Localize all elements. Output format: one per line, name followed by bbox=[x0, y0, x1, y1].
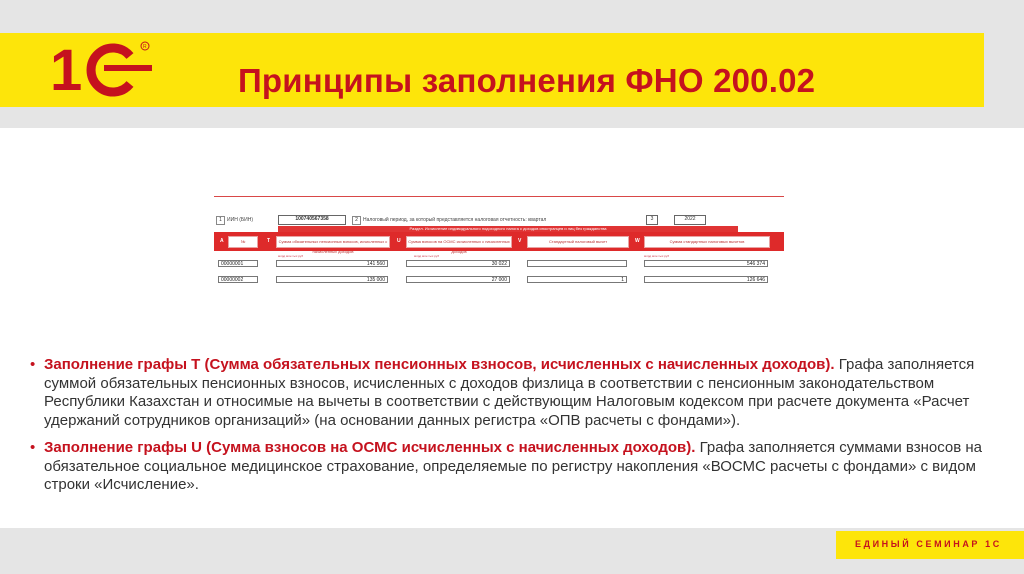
bullet-item bbox=[30, 356, 990, 430]
t-subticks: млрд млн тыс руб bbox=[278, 254, 304, 258]
section-header: Раздел. Исчисление индивидуального подоходного налога с доходов иностранцев и лиц без гражданства bbox=[278, 226, 738, 232]
col-u-letter: U bbox=[397, 238, 401, 244]
row1-u: 30 022 bbox=[406, 260, 510, 267]
col-no-cell: № bbox=[228, 236, 258, 248]
year-value: 2022 bbox=[674, 215, 706, 225]
row2-v: 1 bbox=[527, 276, 627, 283]
col-w-letter: W bbox=[635, 238, 640, 244]
bullet-item bbox=[30, 439, 990, 495]
row1-v bbox=[527, 260, 627, 267]
w-subticks: млрд млн тыс руб bbox=[644, 254, 670, 258]
bullet-title: Заполнение графы T (Сумма обязательных пенсионных взносов, исчисленных с начисленных доходов). bbox=[44, 356, 835, 373]
form-top-line bbox=[214, 196, 784, 197]
quarter-value: 3 bbox=[646, 215, 658, 225]
form-snippet bbox=[214, 196, 784, 288]
footer-text: ЕДИНЫЙ СЕМИНАР 1С bbox=[855, 539, 1002, 549]
col-v-letter: V bbox=[518, 238, 522, 244]
bullet-dot-icon: • bbox=[30, 356, 36, 373]
col-t-letter: T bbox=[267, 238, 271, 244]
row2-no: 00000002 bbox=[218, 276, 258, 283]
field1-value: 100740567358 bbox=[278, 215, 346, 225]
col-w-cell: Сумма стандартных налоговых вычетов bbox=[644, 236, 770, 248]
field1-label: ИИН (БИН) bbox=[227, 217, 254, 223]
u-subticks: млрд млн тыс руб bbox=[414, 254, 440, 258]
row2-t: 135 000 bbox=[276, 276, 388, 283]
col-a-letter: A bbox=[220, 238, 224, 244]
svg-text:1: 1 bbox=[50, 38, 83, 100]
page-title: Принципы заполнения ФНО 200.02 bbox=[238, 62, 816, 99]
bullet-title: Заполнение графы U (Сумма взносов на ОСМС исчисленных с начисленных доходов). bbox=[44, 439, 696, 456]
bullet-list bbox=[30, 356, 990, 504]
field1-num: 1 bbox=[216, 216, 225, 225]
row1-w: 546 374 bbox=[644, 260, 768, 267]
col-u-cell: Сумма взносов на ОСМС исчисленных с начисленных доходов bbox=[406, 236, 512, 248]
col-t-cell: Сумма обязательных пенсионных взносов, исчисленных с начисленных доходов bbox=[276, 236, 390, 248]
bullet-dot-icon: • bbox=[30, 439, 36, 456]
bullet-body: Графа заполняется суммой обязательных пенсионных взносов, исчисленных с доходов физлица в соответствии с пенсионным законодательством Республики Казахстан и относимые на вычеты в соответствии с действующим Налоговым кодексом при расчете документа «Расчет удержаний сотрудников организаций» (на основании данных регистра «ОПВ расчеты с фондами»). bbox=[44, 356, 975, 429]
column-header-row bbox=[214, 232, 784, 254]
row1-t: 141 560 bbox=[276, 260, 388, 267]
1c-logo-icon bbox=[44, 38, 156, 100]
bullet-body: Графа заполняется суммами взносов на обязательное социальное медицинское страхование, определяемые по регистру накопления «ВОСМС расчеты с фондами» с видом строки «Исчисление». bbox=[44, 439, 982, 493]
svg-text:R: R bbox=[143, 44, 147, 50]
row2-u: 27 000 bbox=[406, 276, 510, 283]
col-v-cell: Стандартный налоговый вычет bbox=[527, 236, 629, 248]
field2-label: Налоговый период, за который представляется налоговая отчетность: квартал bbox=[363, 217, 547, 223]
field2-num: 2 bbox=[352, 216, 361, 225]
row2-w: 126 646 bbox=[644, 276, 768, 283]
row1-no: 00000001 bbox=[218, 260, 258, 267]
